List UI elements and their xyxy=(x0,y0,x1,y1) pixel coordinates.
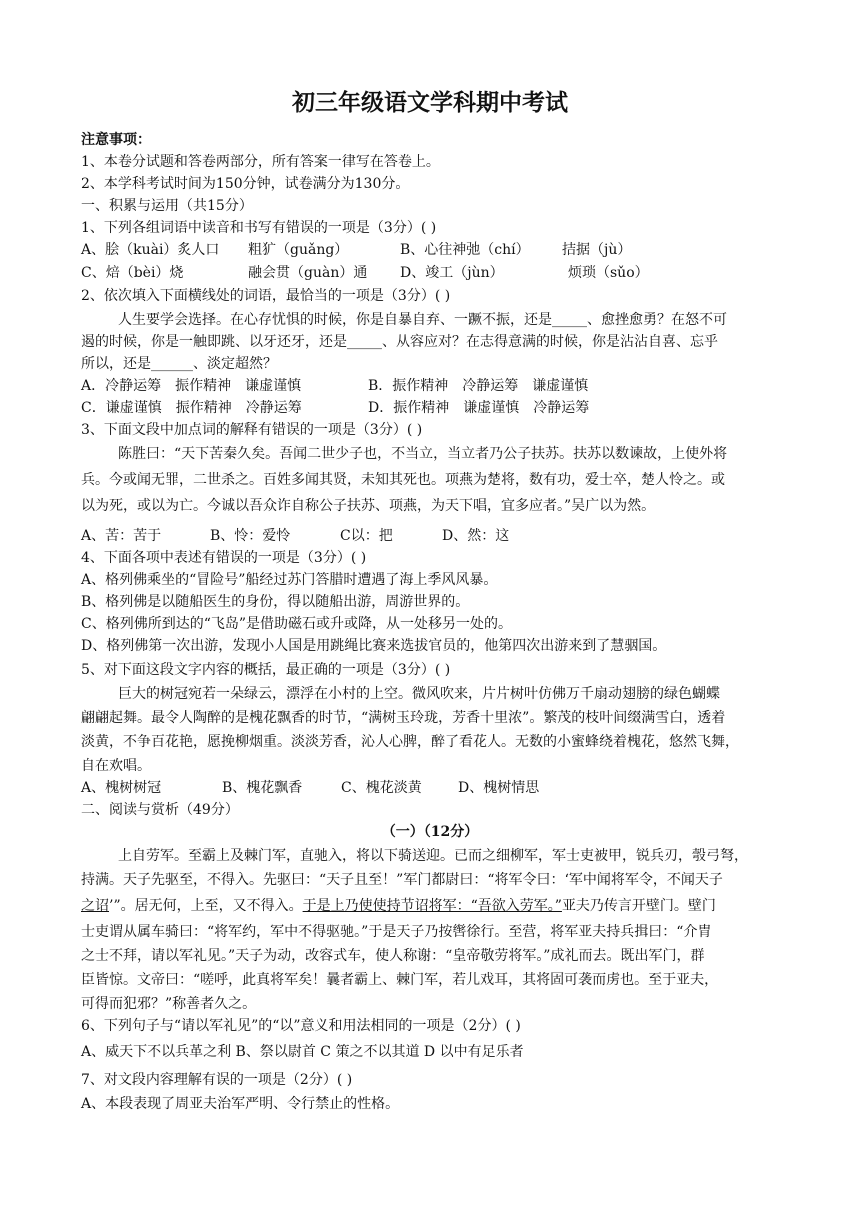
option: D、然：这 xyxy=(442,528,510,544)
passage-line: 兵。今或闻无罪，二世杀之。百姓多闻其贤，未知其死也。项燕为楚将，数有功，爱士卒，楚人怜之。或 xyxy=(81,472,725,488)
option: B、槐花飘香 xyxy=(222,780,303,796)
passage-line: 持满。天子先驱至，不得入。先驱曰：“天子且至！”军门都尉曰：“将军令曰：‘军中闻将军令，不闻天子 xyxy=(81,872,723,888)
page-title: 初三年级语文学科期中考试 xyxy=(292,89,568,116)
question-stem: 1、下列各组词语中读音和书写有错误的一项是（3分）( ) xyxy=(81,220,437,236)
passage-line: 自在欢唱。 xyxy=(81,758,151,774)
passage-line: 以为死，或以为亡。今诚以吾众诈自称公子扶苏、项燕，为天下唱，宜多应者。”吴广以为然。 xyxy=(81,498,656,514)
option: A、苦：苦于 xyxy=(81,528,162,544)
notice-heading: 注意事项： xyxy=(81,132,151,148)
option: B、怜：爱怜 xyxy=(210,528,291,544)
passage-line: 之士不拜，请以军礼见。”天子为动，改容式车，使人称谢：“皇帝敬劳将军。”成礼而去。既出军门，群 xyxy=(81,948,705,964)
option: 粗犷（guǎng） xyxy=(248,242,349,258)
passage-text: 亚夫乃传言开壁门。壁门 xyxy=(561,898,716,914)
passage-line: 翩翩起舞。最令人陶醉的是槐花飘香的时节，“满树玉玲珑，芳香十里浓”。繁茂的枝叶间缀满雪白，透着 xyxy=(81,710,726,726)
question-stem: 7、对文段内容理解有误的一项是（2分）( ) xyxy=(81,1072,353,1088)
option: B、格列佛是以随船医生的身份，得以随船出游，周游世界的。 xyxy=(81,594,470,610)
option: B、心往神弛（chí） xyxy=(400,242,530,258)
option: A、槐树树冠 xyxy=(81,780,162,796)
option: A．冷静运筹 振作精神 谦虚谨慎 xyxy=(81,378,302,394)
option: A、本段表现了周亚夫治军严明、令行禁止的性格。 xyxy=(81,1096,400,1112)
part-heading: （一）（12分） xyxy=(381,824,479,840)
passage-line: 可得而犯邪？”称善者久之。 xyxy=(81,996,257,1012)
option: 烦琐（sǔo） xyxy=(568,265,649,281)
option: D．振作精神 谦虚谨慎 冷静运筹 xyxy=(368,400,590,416)
notice-item: 2、本学科考试时间为150分钟，试卷满分为130分。 xyxy=(81,176,410,192)
section-heading: 二、阅读与赏析（49分） xyxy=(81,802,239,818)
option: C．谦虚谨慎 振作精神 冷静运筹 xyxy=(81,400,302,416)
passage-line xyxy=(81,896,716,916)
passage-line: 人生要学会选择。在心存忧惧的时候，你是自暴自弃、一蹶不振，还是_____、愈挫愈勇？在怒不可 xyxy=(118,312,727,328)
option: C、焙（bèi）烧 xyxy=(81,265,184,281)
option: C以：把 xyxy=(340,528,393,544)
passage-line: 所以，还是______、淡定超然？ xyxy=(81,356,277,372)
section-heading: 一、积累与运用（共15分） xyxy=(81,198,253,214)
option: 融会贯（guàn）通 xyxy=(248,265,368,281)
passage-line: 上自劳军。至霸上及棘门军，直驰入，将以下骑送迎。已而之细柳军，军士吏被甲，锐兵刃，彀弓弩， xyxy=(118,848,748,864)
option: A、威天下不以兵革之利 B、祭以尉首 C 策之不以其道 D 以中有足乐者 xyxy=(81,1044,524,1060)
underlined-text: 于是上乃使使持节诏将军：“吾欲入劳军。” xyxy=(302,898,562,914)
question-stem: 6、下列句子与“请以军礼见”的“以”意义和用法相同的一项是（2分）( ) xyxy=(81,1018,521,1034)
option: C、格列佛所到达的“飞岛”是借助磁石或升或降，从一处移另一处的。 xyxy=(81,616,513,632)
option: A、格列佛乘坐的“冒险号”船经过苏门答腊时遭遇了海上季风风暴。 xyxy=(81,572,498,588)
question-stem: 5、对下面这段文字内容的概括，最正确的一项是（3分）( ) xyxy=(81,662,451,678)
passage-line: 臣皆惊。文帝曰：“嗟呼，此真将军矣！曩者霸上、棘门军，若儿戏耳，其将固可袭而虏也。至于亚夫， xyxy=(81,972,719,988)
passage-line: 遏的时候，你是一触即跳、以牙还牙，还是_____、从容应对？在志得意满的时候，你是沾沾自喜、忘乎 xyxy=(81,334,718,350)
option: D、槐树情思 xyxy=(458,780,540,796)
option: D、格列佛第一次出游，发现小人国是用跳绳比赛来选拔官员的，他第四次出游来到了慧骃国。 xyxy=(81,638,667,654)
question-stem: 2、依次填入下面横线处的词语，最恰当的一项是（3分）( ) xyxy=(81,288,451,304)
passage-text: ’”。居无何，上至，又不得入。 xyxy=(109,898,303,914)
passage-line: 巨大的树冠宛若一朵绿云，漂浮在小村的上空。微风吹来，片片树叶仿佛万千扇动翅膀的绿色蝴蝶 xyxy=(118,686,720,702)
option: C、槐花淡黄 xyxy=(341,780,422,796)
option: 拮据（jù） xyxy=(562,242,632,258)
notice-item: 1、本卷分试题和答卷两部分，所有答案一律写在答卷上。 xyxy=(81,154,440,170)
passage-line: 陈胜曰：“天下苦秦久矣。吾闻二世少子也，不当立，当立者乃公子扶苏。扶苏以数谏故，上使外将 xyxy=(118,446,728,462)
question-stem: 3、下面文段中加点词的解释有错误的一项是（3分）( ) xyxy=(81,422,423,438)
underlined-text: 之诏 xyxy=(81,898,109,914)
passage-line: 士吏谓从属车骑曰：“将军约，军中不得驱驰。”于是天子乃按辔徐行。至营，将军亚夫持兵揖曰：“介胄 xyxy=(81,924,712,940)
option: A、脍（kuài）炙人口 xyxy=(81,242,220,258)
question-stem: 4、下面各项中表述有错误的一项是（3分）( ) xyxy=(81,550,367,566)
option: D、竣工（jùn） xyxy=(400,265,504,281)
passage-line: 淡黄，不争百花艳，愿挽柳烟重。淡淡芳香，沁人心脾，醉了看花人。无数的小蜜蜂绕着槐花，悠然飞舞， xyxy=(81,734,739,750)
option: B．振作精神 冷静运筹 谦虚谨慎 xyxy=(368,378,589,394)
